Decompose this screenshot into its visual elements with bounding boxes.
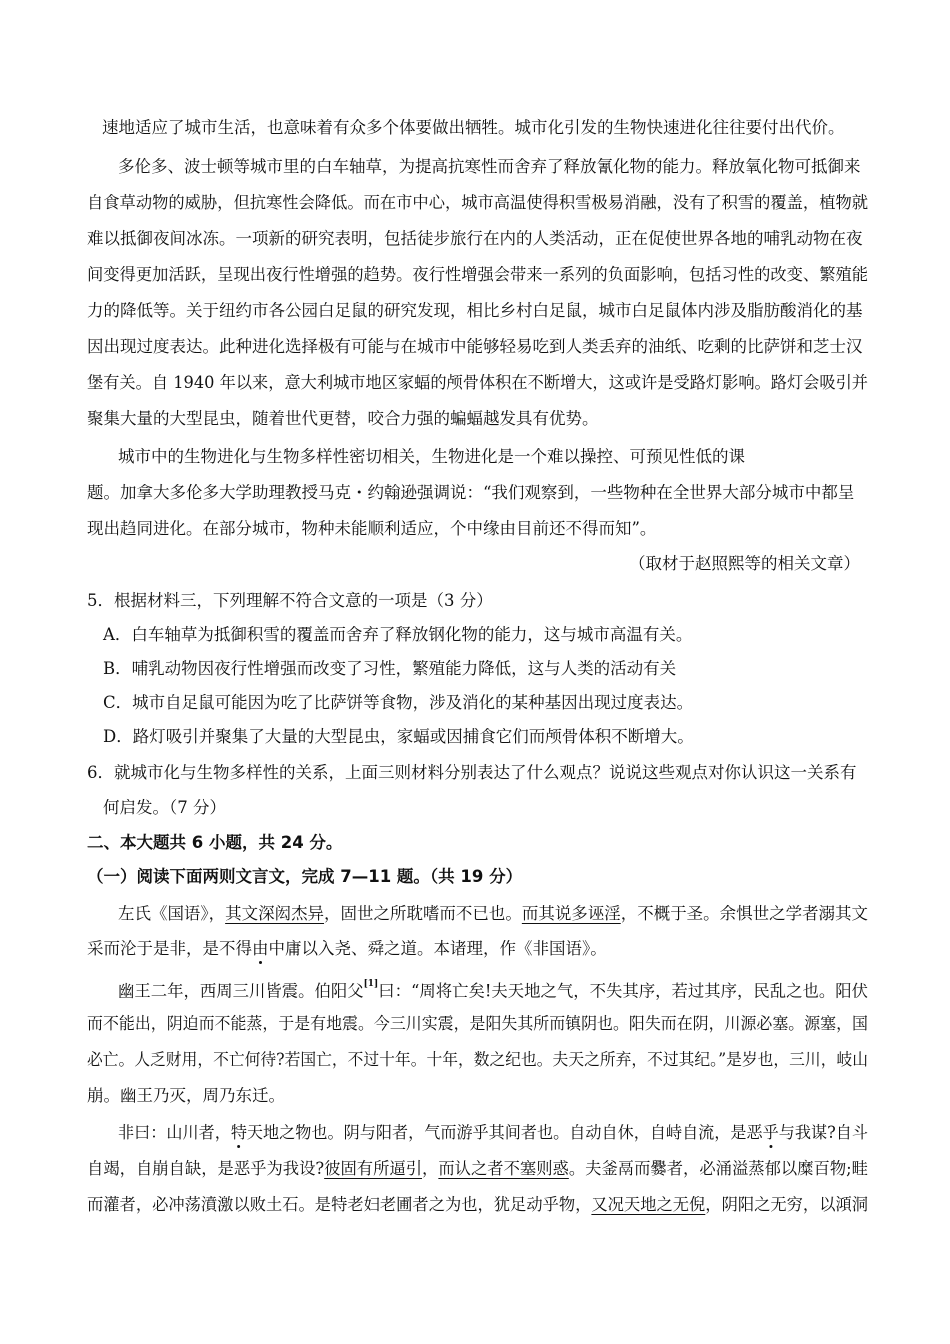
section2-heading: 二、本大题共 6 小题，共 24 分。 xyxy=(87,833,343,852)
material3-paragraph2-line3: 难以抵御夜间冰冻。一项新的研究表明，包括徒步旅行在内的人类活动，正在促使世界各地的哺乳动物在夜 xyxy=(87,229,863,248)
classical-a-line2 xyxy=(87,938,607,960)
text-segment: 曰：“周将亡矣!夫天地之气，不失其序，若过其序，民乱之也。阳伏 xyxy=(378,981,868,1001)
material3-paragraph3-line1: 城市中的生物进化与生物多样性密切相关，生物进化是一个难以操控、可预见性低的课 xyxy=(118,447,745,466)
q6-stem-line1: 6．就城市化与生物多样性的关系，上面三则材料分别表达了什么观点？说说这些观点对你认识这一关系有 xyxy=(87,763,857,782)
text-segment: 采而沦于是非，是不得 xyxy=(87,939,252,958)
underlined-phrase: 而其说多诬淫 xyxy=(521,904,621,923)
q5-option-a: A．白车轴草为抵御积雪的覆盖而舍弃了释放钢化物的能力，这与城市高温有关。 xyxy=(103,625,693,644)
underlined-phrase: 而认之者不塞则惑 xyxy=(438,1159,569,1178)
material3-paragraph2-line5: 力的降低等。关于纽约市各公园白足鼠的研究发现，相比乡村白足鼠，城市白足鼠体内涉及脂肪酸消化的基 xyxy=(87,301,863,320)
text-segment: 幽王二年，西周三川皆震。伯阳父 xyxy=(118,981,364,1001)
material3-paragraph3-line2: 题。加拿大多伦多大学助理教授马克・约翰逊强调说：“我们观察到，一些物种在全世界大部分城市中都呈 xyxy=(87,483,855,502)
text-segment: 自竭，自崩自缺，是恶乎为我设? xyxy=(87,1159,325,1178)
material3-paragraph2-line2: 自食草动物的威胁，但抗寒性会降低。而在市中心，城市高温使得积雪极易消融，没有了积雪的覆盖，植物就 xyxy=(87,193,868,212)
text-segment: ，固世之所耽嗜而不已也。 xyxy=(324,904,522,923)
material3-paragraph2-line8: 聚集大量的大型昆虫，随着世代更替，咬合力强的蝙蝠越发具有优势。 xyxy=(87,409,599,428)
classical-b-line4: 崩。幽王乃灭，周乃东迁。 xyxy=(87,1086,285,1105)
section2-subheading: （一）阅读下面两则文言文，完成 7—11 题。（共 19 分） xyxy=(87,867,523,886)
material3-paragraph1-line1: 速地适应了城市生活，也意味着有众多个体要做出牺牲。城市化引发的生物快速进化往往要付出代价。 xyxy=(102,118,845,137)
classical-c-line1 xyxy=(118,1122,868,1144)
dotted-character: 乎 xyxy=(762,1123,779,1142)
classical-c-line2 xyxy=(87,1158,868,1180)
dotted-character: 由 xyxy=(252,939,269,958)
text-segment: 与我谋?自斗 xyxy=(778,1123,868,1142)
q5-stem: 5．根据材料三，下列理解不符合文意的一项是（3 分） xyxy=(87,591,493,610)
material3-paragraph2-line4: 间变得更加活跃，呈现出夜行性增强的趋势。夜行性增强会带来一系列的负面影响，包括习性的改变、繁殖能 xyxy=(87,265,868,284)
classical-b-line2: 而不能出，阴迫而不能蒸，于是有地震。今三川实震，是阳失其所而镇阴也。阳失而在阴，川源必塞。源塞，国 xyxy=(87,1014,868,1033)
text-segment: 。夫釜鬲而爨者，必涌溢蒸郁以糜百物;畦 xyxy=(568,1159,868,1178)
text-segment: 中庸以入尧、舜之道。本诸理，作《非国语》。 xyxy=(268,939,607,958)
classical-b-line3: 必亡。人乏财用，不亡何待?若国亡，不过十年。十年，数之纪也。夫天之所弃，不过其纪。”是岁也，三川，岐山 xyxy=(87,1050,868,1069)
classical-b-line1 xyxy=(118,977,868,1003)
material3-source: （取材于赵照熙等的相关文章） xyxy=(629,554,860,573)
material3-paragraph2-line6: 因出现过度表达。此种进化选择极有可能与在城市中能够轻易吃到人类丢弃的油纸、吃剩的比萨饼和芝士汉 xyxy=(87,337,863,356)
text-segment: 非曰：山川者， xyxy=(118,1123,231,1142)
q5-option-c: C．城市自足鼠可能因为吃了比萨饼等食物，涉及消化的某种基因出现过度表达。 xyxy=(103,693,694,712)
underlined-phrase: 彼固有所逼引 xyxy=(324,1159,423,1178)
q5-option-d: D．路灯吸引并聚集了大量的大型昆虫，家蝠或因捕食它们而颅骨体积不断增大。 xyxy=(103,727,694,746)
material3-paragraph3-line3: 现出趋同进化。在部分城市，物种未能顺利适应，个中缘由目前还不得而知”。 xyxy=(87,519,657,538)
text-segment: 左氏《国语》， xyxy=(118,904,226,923)
material3-paragraph2-line7: 堡有关。自 1940 年以来，意大利城市地区家蝠的颅骨体积在不断增大，这或许是受路灯影响。路灯会吸引并 xyxy=(87,373,868,392)
dotted-character: 特 xyxy=(230,1123,247,1142)
material3-paragraph2-line1: 多伦多、波士顿等城市里的白车轴草，为提高抗寒性而舍弃了释放氰化物的能力。释放氧化物可抵御来 xyxy=(118,157,861,176)
underlined-phrase: 又况天地之无倪 xyxy=(591,1195,706,1214)
text-segment: 天地之物也。阴与阳者，气而游乎其间者也。自动自休，自峙自流，是恶 xyxy=(246,1123,763,1142)
classical-a-line1 xyxy=(118,903,868,925)
underlined-phrase: 其文深闳杰异 xyxy=(225,904,325,923)
text-segment: ，不概于圣。余惧世之学者溺其文 xyxy=(620,904,868,923)
classical-c-line3 xyxy=(87,1194,868,1216)
q5-option-b: B．哺乳动物因夜行性增强而改变了习性，繁殖能力降低，这与人类的活动有关 xyxy=(103,659,677,678)
footnote-marker: [1] xyxy=(363,979,379,989)
text-segment: ， xyxy=(422,1159,439,1178)
text-segment: 而灌者，必冲荡濆激以败土石。是特老妇老圃者之为也，犹足动乎物， xyxy=(87,1195,592,1214)
text-segment: ，阴阳之无穷，以澒洞 xyxy=(705,1195,868,1214)
q6-stem-line2: 何启发。（7 分） xyxy=(103,798,226,817)
